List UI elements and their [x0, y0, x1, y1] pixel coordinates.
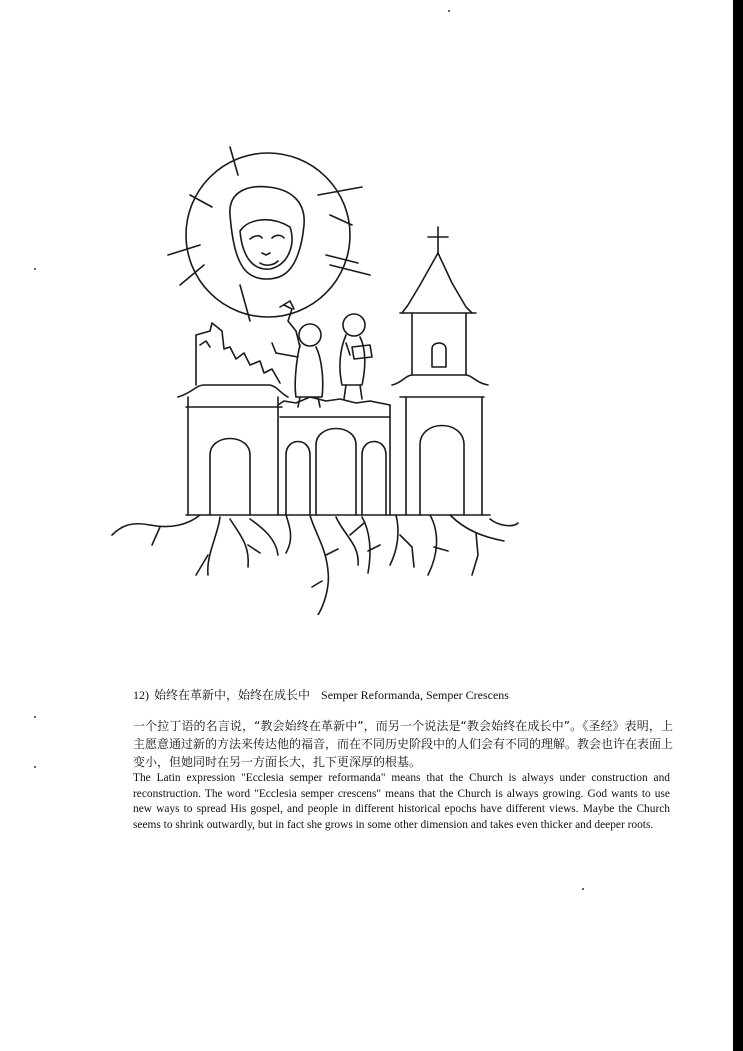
paragraph-chinese: 一个拉丁语的名言说，“教会始终在革新中”，而另一个说法是“教会始终在成长中”。《圣经》表明，上主愿意通过新的方法来传达他的福音，而在不同历史阶段中的人们会有不同的理解。教会也许在表面上变小，但她同时在另一方面长大，扎下更深厚的根基。	[133, 719, 674, 769]
section-number: 12)	[133, 688, 149, 702]
paragraph-english: The Latin expression "Ecclesia semper reformanda" means that the Church is always under construction and reconstruction. The word "Ecclesia semper crescens" means that the Church is always growing. God wants to use new ways to spread His gospel, and people in different historical epochs have different views. Maybe the Church seems to shrink outwardly, but in fact she grows in some other dimension and takes even thicker and deeper roots.	[133, 772, 670, 831]
scan-border	[733, 0, 743, 1051]
scan-speck	[34, 268, 36, 270]
section-heading	[133, 687, 509, 703]
church-with-roots-icon	[100, 135, 520, 615]
section-title-cn: 始终在革新中，始终在成长中	[154, 688, 311, 702]
scan-speck	[582, 888, 584, 890]
section-title-latin: Semper Reformanda, Semper Crescens	[321, 688, 509, 702]
halo-outline	[186, 153, 350, 317]
scan-speck	[448, 10, 450, 12]
church-illustration	[100, 135, 520, 615]
scan-speck	[34, 766, 36, 768]
scan-speck	[34, 716, 36, 718]
